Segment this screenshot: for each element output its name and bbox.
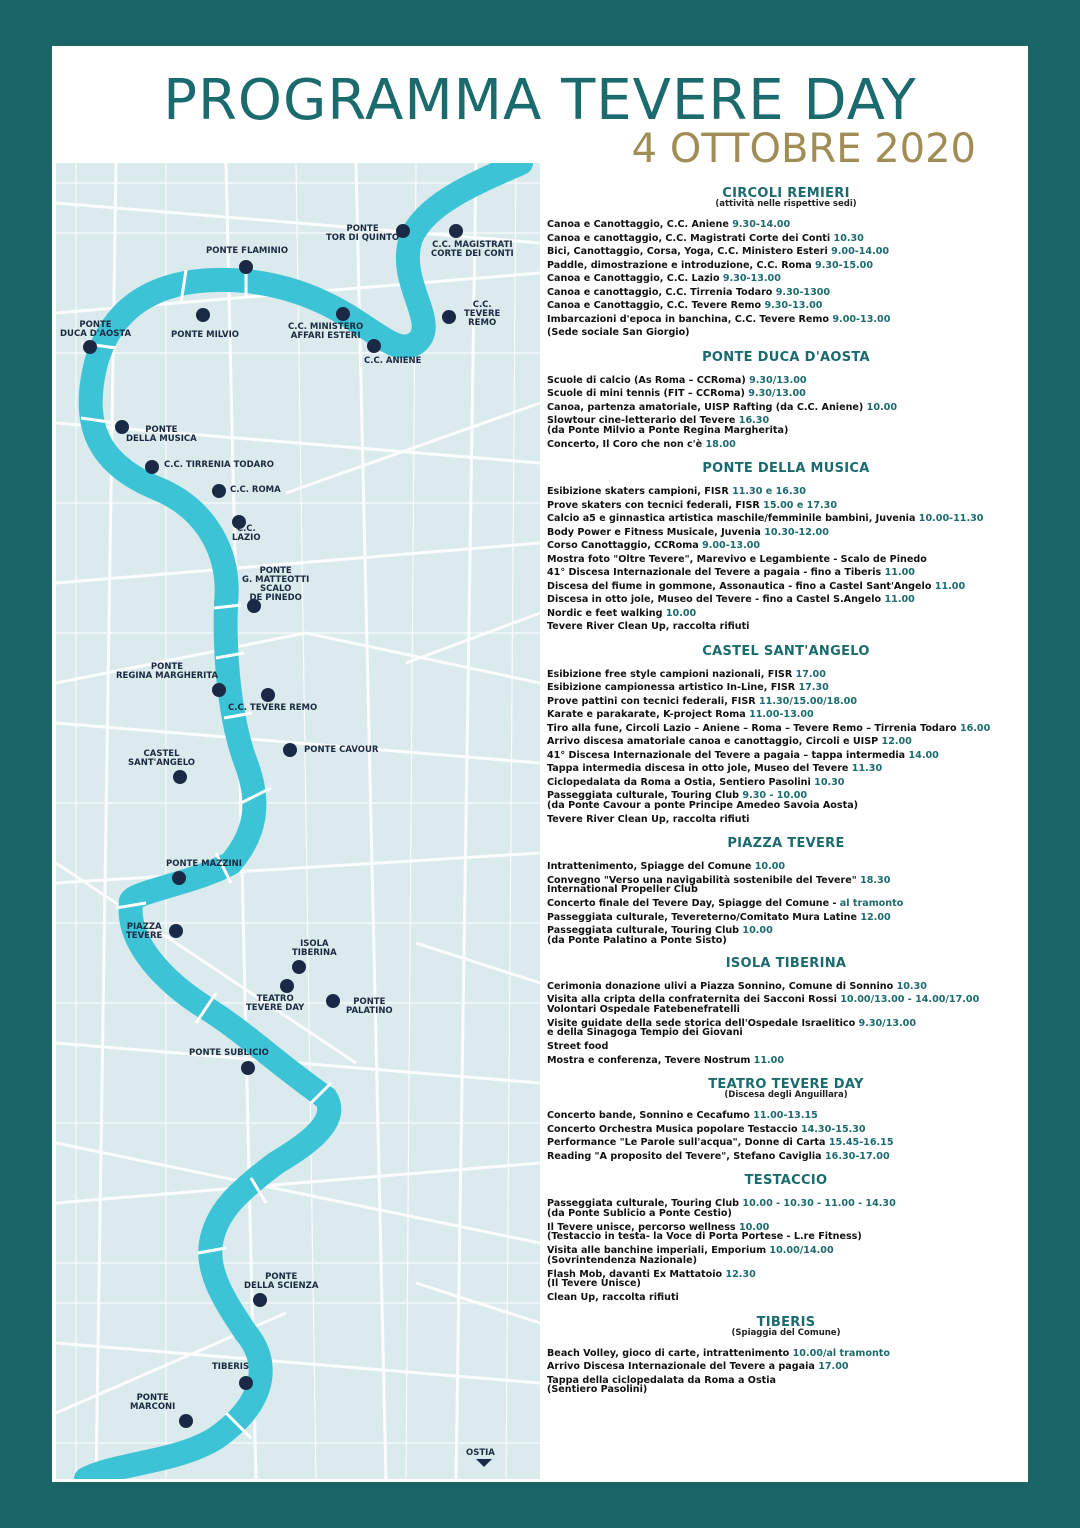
- program-item: [547, 539, 1025, 553]
- program-item: [547, 259, 1025, 273]
- item-time: 9.30/13.00: [748, 388, 806, 399]
- item-text: Paddle, dimostrazione e introduzione, C.C. Roma: [547, 259, 812, 271]
- item-text: 41° Discesa Internazionale del Tevere a pagaia – tappa intermedia: [547, 749, 906, 761]
- program-item: [547, 897, 1025, 911]
- item-time: 9.00-13.00: [702, 540, 761, 551]
- item-time: 9.30-13.00: [764, 300, 823, 311]
- item-time: 11.00: [884, 594, 915, 605]
- map-marker[interactable]: [196, 308, 210, 322]
- program-section: [547, 461, 1025, 634]
- map-label: PONTE MILVIO: [171, 330, 239, 340]
- map-label: PONTE TOR DI QUINTO: [326, 224, 400, 243]
- item-text: Flash Mob, davanti Ex Mattatoio: [547, 1268, 723, 1280]
- map-label: CASTEL SANT'ANGELO: [128, 749, 196, 768]
- map-label: PONTE FLAMINIO: [206, 246, 289, 256]
- map-label: PONTE DELLA MUSICA: [126, 425, 197, 444]
- item-text: Passeggiata culturale, Tevereterno/Comitato Mura Latine: [547, 911, 858, 923]
- section-items: [547, 218, 1025, 340]
- program-section: [547, 350, 1025, 452]
- map-label: C.C. ANIENE: [364, 356, 422, 366]
- poster: [52, 46, 1028, 1482]
- item-text: Concerto Orchestra Musica popolare Testaccio: [547, 1123, 798, 1135]
- item-text: Il Tevere unisce, percorso wellness: [547, 1221, 736, 1233]
- item-subtext: (da Ponte Cavour a ponte Principe Amedeo Savoia Aosta): [547, 799, 859, 811]
- program-item: [547, 813, 1025, 827]
- map-marker[interactable]: [326, 994, 340, 1008]
- section-title: ISOLA TIBERINA: [725, 955, 847, 971]
- item-time: 18.00: [705, 438, 736, 450]
- program-item: [547, 874, 1025, 896]
- item-text: (Sede sociale San Giorgio): [547, 327, 690, 338]
- item-subtext: (Sentiero Pasolini): [547, 1384, 648, 1395]
- program-item: [547, 722, 1025, 736]
- item-text: Mostra foto "Oltre Tevere", Marevivo e Legambiente - Scalo de Pinedo: [547, 553, 927, 565]
- program-item: [547, 499, 1025, 513]
- map-marker[interactable]: [212, 683, 226, 697]
- section-items: [547, 1347, 1025, 1396]
- item-text: Tappa della ciclopedalata da Roma a Ostia: [547, 1374, 777, 1386]
- item-text: Bici, Canottaggio, Corsa, Yoga, C.C. Ministero Esteri: [547, 246, 828, 257]
- item-time: 11.00: [934, 580, 966, 592]
- item-text: Concerto finale del Tevere Day, Spiagge del Comune -: [547, 898, 837, 909]
- item-subtext: Volontari Ospedale Fatebenefratelli: [547, 1003, 740, 1015]
- item-text: Concerto bande, Sonnino e Cecafumo: [547, 1110, 750, 1121]
- section-title: TESTACCIO: [744, 1173, 828, 1188]
- item-time: 9.00-14.00: [831, 246, 890, 257]
- item-time: 10.30: [896, 980, 927, 992]
- item-text: Passeggiata culturale, Touring Club: [547, 1198, 740, 1209]
- program-section: [547, 836, 1025, 946]
- item-time: 12.00: [860, 911, 891, 923]
- section-title: PIAZZA TEVERE: [727, 836, 845, 851]
- program-section: [547, 644, 1025, 827]
- item-time: 12.00: [881, 736, 912, 747]
- map-marker[interactable]: [212, 484, 226, 498]
- program-section: [547, 956, 1025, 1068]
- program-item: [547, 924, 1025, 946]
- item-text: Corso Canottaggio, CCRoma: [547, 540, 699, 551]
- item-time: 16.00: [959, 722, 991, 734]
- item-text: Arrivo Discesa Internazionale del Tevere a pagaia: [547, 1361, 815, 1372]
- section-title: TEATRO TEVERE DAY: [708, 1077, 864, 1092]
- item-text: Performance "Le Parole sull'acqua", Donne di Carta: [547, 1137, 826, 1148]
- item-text: Mostra e conferenza, Tevere Nostrum: [547, 1054, 751, 1066]
- program-item: [547, 374, 1025, 388]
- item-time: 16.30-17.00: [824, 1150, 890, 1162]
- program-item: [547, 414, 1025, 436]
- item-text: Street food: [547, 1041, 609, 1052]
- item-text: Reading "A proposito del Tevere", Stefano Caviglia: [547, 1150, 822, 1162]
- program-item: [547, 286, 1025, 300]
- item-time: 9.30-13.00: [722, 273, 781, 284]
- item-text: Visite guidate della sede storica dell'Ospedale Israelitico: [547, 1017, 856, 1029]
- item-text: Clean Up, raccolta rifiuti: [547, 1292, 679, 1303]
- map-marker[interactable]: [83, 340, 97, 354]
- program-item: [547, 1017, 1025, 1039]
- item-time: 10.30-12.00: [764, 526, 829, 538]
- map-label: PONTE SUBLICIO: [189, 1048, 269, 1058]
- map-marker[interactable]: [336, 307, 350, 321]
- item-time: 14.00: [908, 749, 939, 761]
- map-label-ostia: OSTIA: [466, 1448, 495, 1458]
- item-text: Karate e parakarate, K-project Roma: [547, 709, 746, 720]
- ostia-arrow-icon: [476, 1459, 492, 1467]
- program-item: [547, 708, 1025, 722]
- item-time: 10.00: [665, 607, 697, 619]
- item-time: 10.00/14.00: [769, 1245, 834, 1256]
- item-text: Canoa, partenza amatoriale, UISP Rafting (da C.C. Aniene): [547, 401, 864, 413]
- item-text: Esibizione skaters campioni, FISR: [547, 486, 729, 497]
- item-text: Arrivo discesa amatoriale canoa e canottaggio, Circoli e UISP: [547, 736, 879, 747]
- item-time: 10.00: [754, 861, 786, 872]
- item-text: Visita alle banchine imperiali, Emporium: [547, 1245, 767, 1256]
- item-text: Beach Volley, gioco di carte, intrattenimento: [547, 1347, 790, 1359]
- map-label: PONTE MAZZINI: [166, 859, 242, 869]
- program-item: [547, 749, 1025, 763]
- item-text: Prove pattini con tecnici federali, FISR: [547, 695, 756, 707]
- program-item: [547, 860, 1025, 874]
- program-item: [547, 438, 1025, 452]
- item-text: Canoa e canottaggio, C.C. Tirrenia Todaro: [547, 286, 773, 298]
- item-text: Ciclopedalata da Roma a Ostia, Sentiero Pasolini: [547, 776, 811, 788]
- map-label: C.C. TEVERE REMO: [228, 703, 318, 713]
- section-title: CIRCOLI REMIERI: [722, 186, 850, 201]
- program-item: [547, 593, 1025, 607]
- program-item: [547, 553, 1025, 567]
- section-items: [547, 1109, 1025, 1163]
- section-subtitle: (attività nelle rispettive sedi): [715, 199, 857, 209]
- item-text: Slowtour cine-letterario del Tevere: [547, 415, 736, 426]
- item-time: 11.30/15.00/18.00: [758, 695, 858, 707]
- program-item: [547, 1244, 1025, 1266]
- program-item: [547, 1136, 1025, 1150]
- section-title: PONTE DELLA MUSICA: [702, 461, 870, 476]
- program-item: [547, 620, 1025, 634]
- map-label: C.C. MAGISTRATI CORTE DEI CONTI: [431, 240, 514, 259]
- program-item: [547, 911, 1025, 925]
- item-subtext: (Testaccio in testa- la Voce di Porta Portese - L.re Fitness): [547, 1231, 862, 1242]
- program-item: [547, 1347, 1025, 1361]
- map-label: PONTE MARCONI: [130, 1393, 176, 1412]
- item-text: Canoa e canottaggio, C.C. Magistrati Corte dei Conti: [547, 232, 831, 244]
- map-marker[interactable]: [239, 1376, 253, 1390]
- item-text: Tappa intermedia discesa in otto jole, Museo del Tevere: [547, 763, 849, 774]
- map-marker[interactable]: [169, 924, 183, 938]
- map-label: C.C. MINISTERO AFFARI ESTERI: [288, 322, 364, 341]
- map-marker[interactable]: [239, 260, 253, 274]
- section-title: CASTEL SANT'ANGELO: [702, 643, 870, 659]
- section-title: TIBERIS: [756, 1314, 816, 1330]
- item-subtext: e della Sinagoga Tempio dei Giovani: [547, 1027, 743, 1038]
- item-time: 17.00: [795, 668, 826, 680]
- item-time: 10.00/13.00 - 14.00/17.00: [840, 994, 980, 1005]
- item-time: 15.00 e 17.30: [763, 499, 838, 511]
- item-text: Convegno "Verso una navigabilità sostenibile del Tevere": [547, 874, 857, 886]
- item-text: 41° Discesa Internazionale del Tevere a pagaia - fino a Tiberis: [547, 567, 882, 578]
- item-text: Discesa in otto jole, Museo del Tevere - fino a Castel S.Angelo: [547, 594, 882, 605]
- map-label: PONTE REGINA MARGHERITA: [116, 662, 219, 681]
- item-text: Passeggiata culturale, Touring Club: [547, 790, 740, 801]
- item-text: Discesa del fiume in gommone, Assonautica - fino a Castel Sant'Angelo: [547, 580, 932, 592]
- program-item: [547, 485, 1025, 499]
- item-time: 11.00-13.15: [753, 1110, 818, 1121]
- item-time: 16.30: [738, 415, 770, 426]
- map-marker[interactable]: [253, 1293, 267, 1307]
- map-label: C.C. ROMA: [230, 485, 281, 495]
- program-item: [547, 735, 1025, 749]
- program-item: [547, 1109, 1025, 1123]
- item-text: Canoa e Canottaggio, C.C. Aniene: [547, 219, 729, 230]
- program-item: [547, 387, 1025, 401]
- program-item: [547, 512, 1025, 526]
- program-item: [547, 1221, 1025, 1243]
- map-marker[interactable]: [172, 871, 186, 885]
- map-marker[interactable]: [280, 979, 294, 993]
- item-time: 10.30: [814, 776, 845, 788]
- section-items: [547, 485, 1025, 634]
- item-time: 9.30-14.00: [732, 219, 791, 230]
- map-marker[interactable]: [179, 1414, 193, 1428]
- program-item: [547, 789, 1025, 811]
- item-text: Canoa e Canottaggio, C.C. Tevere Remo: [547, 300, 762, 311]
- map-marker[interactable]: [241, 1061, 255, 1075]
- item-time: al tramonto: [839, 898, 904, 909]
- map-label: PONTE CAVOUR: [304, 745, 379, 755]
- program-item: [547, 1150, 1025, 1164]
- item-subtext: International Propeller Club: [547, 884, 698, 895]
- map-marker[interactable]: [292, 960, 306, 974]
- item-time: 17.30: [798, 682, 829, 693]
- program-item: [547, 1360, 1025, 1374]
- map-marker[interactable]: [261, 688, 275, 702]
- section-items: [547, 980, 1025, 1068]
- map-label: TIBERIS: [212, 1362, 250, 1372]
- item-text: Body Power e Fitness Musicale, Juvenia: [547, 526, 761, 538]
- section-title: PONTE DUCA D'AOSTA: [702, 349, 870, 365]
- section-subtitle: (Spiaggia del Comune): [731, 1327, 841, 1338]
- item-text: Imbarcazioni d'epoca in banchina, C.C. Tevere Remo: [547, 313, 830, 325]
- item-text: Tevere River Clean Up, raccolta rifiuti: [547, 813, 750, 825]
- item-subtext: (Il Tevere Unisce): [547, 1278, 641, 1289]
- program-item: [547, 1291, 1025, 1305]
- map-label: PONTE DUCA D'AOSTA: [60, 320, 132, 339]
- item-time: 11.30 e 16.30: [732, 486, 806, 497]
- program-section: [547, 186, 1025, 340]
- program-item: [547, 218, 1025, 232]
- program-item: [547, 566, 1025, 580]
- program-item: [547, 313, 1025, 327]
- program-item: [547, 401, 1025, 415]
- item-time: 9.30/13.00: [749, 374, 807, 386]
- item-time: 11.00: [884, 567, 915, 578]
- item-time: 10.00: [742, 925, 773, 936]
- section-subtitle: (Discesa degli Anguillara): [724, 1090, 848, 1100]
- event-date: 4 OTTOBRE 2020: [631, 126, 976, 172]
- program-item: [547, 980, 1025, 994]
- item-time: 10.00/al tramonto: [792, 1347, 890, 1359]
- item-time: 17.00: [818, 1361, 849, 1372]
- item-time: 11.00: [753, 1054, 785, 1066]
- item-text: Intrattenimento, Spiagge del Comune: [547, 861, 752, 872]
- section-items: [547, 374, 1025, 452]
- map-label: C.C. LAZIO: [232, 524, 261, 543]
- item-time: 10.00: [866, 401, 898, 413]
- program-item: [547, 245, 1025, 259]
- program-item: [547, 695, 1025, 709]
- item-subtext: (da Ponte Sublicio a Ponte Cestio): [547, 1207, 732, 1219]
- program-section: [547, 1077, 1025, 1163]
- item-time: 18.30: [860, 874, 891, 886]
- item-time: 12.30: [725, 1268, 756, 1280]
- map-label: C.C. TIRRENIA TODARO: [164, 460, 274, 470]
- item-time: 9.30-15.00: [815, 259, 874, 271]
- program-section: [547, 1315, 1025, 1396]
- program-item: [547, 993, 1025, 1015]
- map-label: PONTE G. MATTEOTTI SCALO DE PINEDO: [242, 566, 310, 603]
- item-text: Tevere River Clean Up, raccolta rifiuti: [547, 621, 750, 632]
- program-item: [547, 1268, 1025, 1290]
- section-items: [547, 860, 1025, 946]
- item-time: 9.30/13.00: [858, 1017, 917, 1029]
- item-time: 15.45-16.15: [828, 1137, 894, 1148]
- program-item: [547, 272, 1025, 286]
- map-label: PIAZZA TEVERE: [126, 922, 163, 941]
- map-marker[interactable]: [367, 339, 381, 353]
- program-item: [547, 232, 1025, 246]
- program-item: [547, 299, 1025, 313]
- section-items: [547, 668, 1025, 827]
- item-text: Nordic e feet walking: [547, 607, 663, 619]
- item-subtext: (da Ponte Milvio a Ponte Regina Margherita): [547, 424, 789, 436]
- item-text: Scuole di calcio (As Roma – CCRoma): [547, 374, 746, 386]
- program-item: [547, 1123, 1025, 1137]
- item-text: Esibizione campionessa artistico In-Line, FISR: [547, 682, 796, 693]
- item-time: 10.00: [738, 1221, 770, 1233]
- item-time: 11.30: [851, 763, 883, 774]
- program-item: [547, 681, 1025, 695]
- item-time: 9.00-13.00: [832, 313, 891, 325]
- item-text: Calcio a5 e ginnastica artistica maschile/femminile bambini, Juvenia: [547, 513, 916, 524]
- item-text: Esibizione free style campioni nazionali, FISR: [547, 668, 793, 680]
- map-marker[interactable]: [283, 743, 297, 757]
- item-time: 9.30 - 10.00: [742, 790, 808, 801]
- map-label: TEATRO TEVERE DAY: [246, 994, 305, 1013]
- item-text: Canoa e Canottaggio, C.C. Lazio: [547, 273, 720, 284]
- map-marker[interactable]: [145, 460, 159, 474]
- map-marker[interactable]: [173, 770, 187, 784]
- program-list: [547, 186, 1025, 1405]
- map-label: ISOLA TIBERINA: [292, 939, 337, 958]
- item-time: 10.30: [833, 232, 864, 244]
- map-label: PONTE PALATINO: [346, 997, 393, 1016]
- item-text: Cerimonia donazione ulivi a Piazza Sonnino, Comune di Sonnino: [547, 980, 894, 992]
- map-label: C.C. TEVERE REMO: [464, 300, 501, 328]
- map-marker[interactable]: [449, 224, 463, 238]
- section-items: [547, 1197, 1025, 1305]
- program-item: [547, 326, 1025, 340]
- item-text: Visita alla cripta della confraternita dei Sacconi Rossi: [547, 994, 837, 1005]
- item-subtext: (da Ponte Palatino a Ponte Sisto): [547, 934, 727, 946]
- item-subtext: (Sovrintendenza Nazionale): [547, 1254, 697, 1266]
- program-item: [547, 526, 1025, 540]
- item-time: 11.00-13.00: [749, 709, 814, 720]
- item-text: Scuole di mini tennis (FIT – CCRoma): [547, 388, 745, 399]
- item-text: Passeggiata culturale, Touring Club: [547, 925, 740, 936]
- program-item: [547, 762, 1025, 776]
- item-time: 9.30-1300: [775, 286, 831, 298]
- map-label: PONTE DELLA SCIENZA: [244, 1272, 319, 1291]
- program-item: [547, 1197, 1025, 1219]
- program-item: [547, 1040, 1025, 1054]
- program-item: [547, 1374, 1025, 1396]
- river-map: [56, 163, 540, 1479]
- program-item: [547, 776, 1025, 790]
- item-text: Prove skaters con tecnici federali, FISR: [547, 499, 760, 511]
- program-section: [547, 1173, 1025, 1305]
- program-item: [547, 1054, 1025, 1068]
- item-time: 10.00 - 10.30 - 11.00 - 14.30: [742, 1198, 896, 1209]
- item-time: 10.00-11.30: [918, 513, 984, 524]
- program-item: [547, 668, 1025, 682]
- poster-title: PROGRAMMA TEVERE DAY: [163, 68, 917, 133]
- item-text: Tiro alla fune, Circoli Lazio – Aniene – Roma – Tevere Remo – Tirrenia Todaro: [547, 722, 957, 734]
- map-marker[interactable]: [442, 310, 456, 324]
- program-item: [547, 607, 1025, 621]
- item-time: 14.30-15.30: [800, 1123, 866, 1135]
- item-text: Concerto, Il Coro che non c'è: [547, 438, 703, 450]
- program-item: [547, 580, 1025, 594]
